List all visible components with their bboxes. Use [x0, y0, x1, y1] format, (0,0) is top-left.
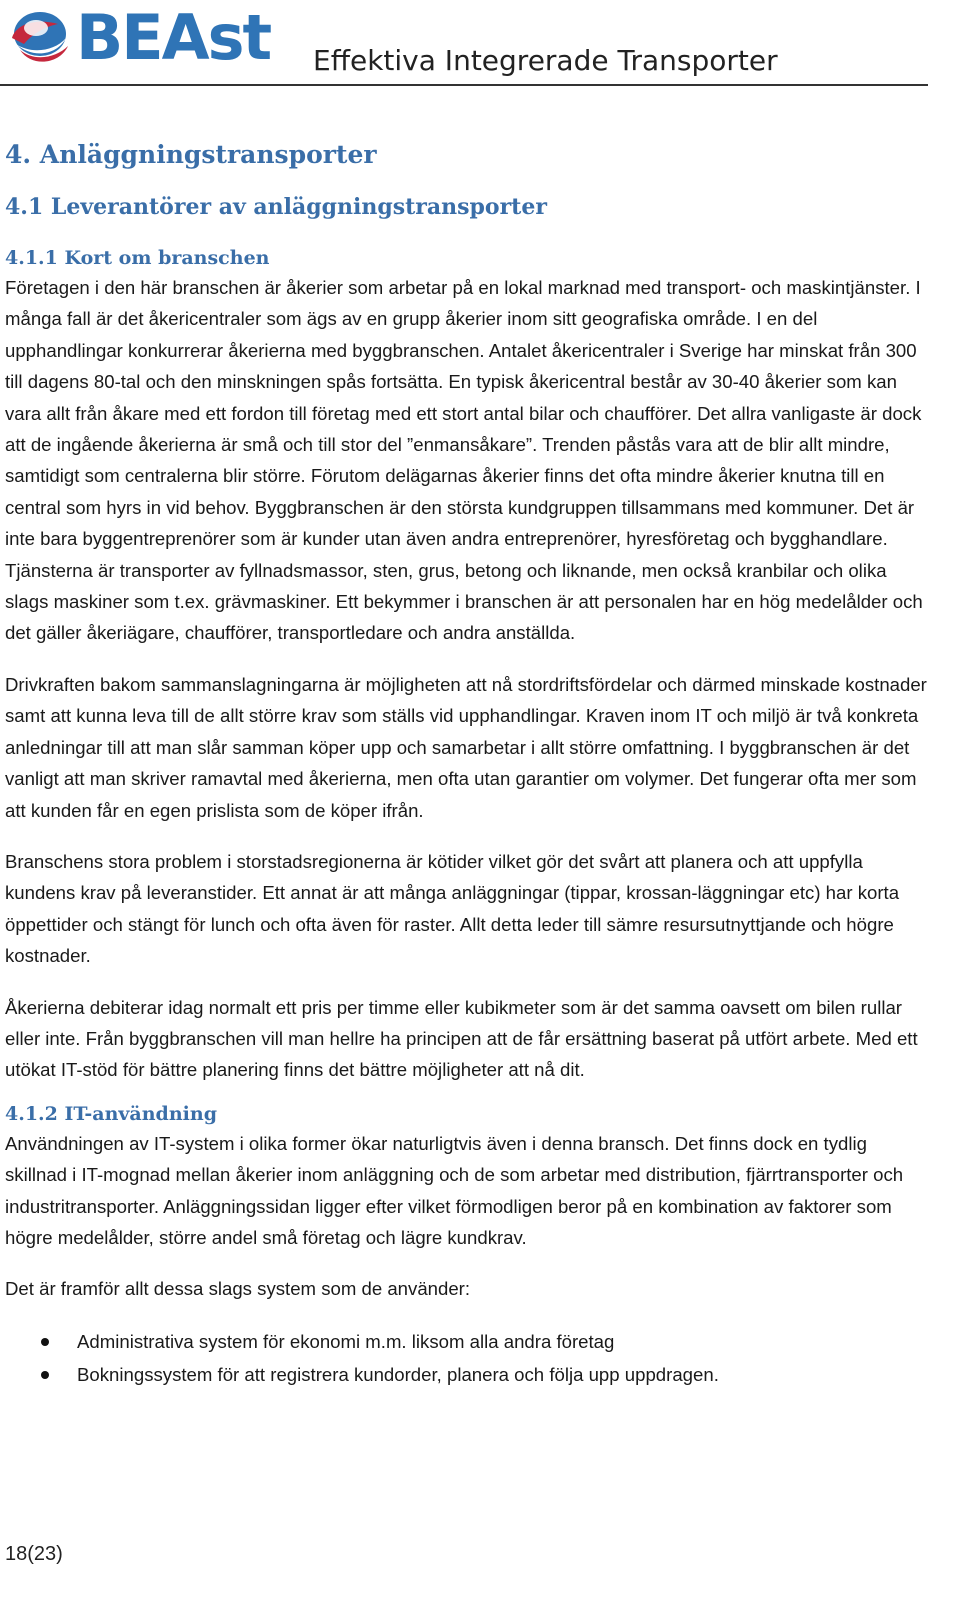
list-item-text: Administrativa system för ekonomi m.m. liksom alla andra företag [77, 1330, 615, 1352]
paragraph: Branschens stora problem i storstadsregionerna är kötider vilket gör det svårt att planera och att uppfylla kundens krav på leveranstider. Ett annat är att många anläggningar (tippar, krossan-läggningar etc) har korta öppettider och stängt för lunch och ofta även för raster. Allt detta leder till sämre resursutnyttjande och högre kostnader. [5, 850, 900, 967]
page-number: 18(23) [5, 1543, 63, 1565]
subsection-heading-branschen: 4.1.1 Kort om branschen [5, 247, 270, 269]
paragraph: Åkerierna debiterar idag normalt ett pris per timme eller kubikmeter som är det samma oavsett om bilen rullar eller inte. Från byggbranschen vill man hellre ha principen att de får ersättning baserat på utfört arbete. Med ett utökat IT-stöd för bättre planering finns det bättre möjligheter att nå dit. [5, 996, 918, 1081]
beast-logo [6, 1, 271, 74]
section-heading: 4.1 Leverantörer av anläggningstransporter [5, 194, 547, 220]
header-divider [0, 84, 928, 86]
main-content [5, 130, 930, 1391]
list-item-text: Bokningssystem för att registrera kundorder, planera och följa upp uppdragen. [77, 1363, 719, 1385]
bullet-list [5, 1325, 930, 1391]
page-header [0, 0, 960, 86]
subsection-heading-it: 4.1.2 IT-användning [5, 1102, 217, 1125]
paragraph: Det är framför allt dessa slags system som de använder: [5, 1278, 471, 1300]
beast-logo-swirl-icon [6, 4, 76, 72]
paragraph: Användningen av IT-system i olika former ökar naturligtvis även i denna bransch. Det finns dock en tydlig skillnad i IT-mognad mellan åkerier inom anläggning och de som arbetar med distribution, fjärrtransporter och industritransporter. Anläggningssidan ligger efter vilket förmodligen beror på en kombination av faktorer som högre medelålder, större andel små företag och lägre kundkrav. [5, 1132, 904, 1248]
paragraph: Drivkraften bakom sammanslagningarna är möjligheten att nå stordriftsfördelar och därmed minskade kostnader samt att kunna leva till de allt större krav som ställs vid upphandlingar. Kraven inom IT och miljö är två konkreta anledningar till att man slår samman köper upp och samarbetar i allt större omfattning. I byggbranschen är det vanligt att man skriver ramavtal med åkerierna, men ofta utan garantier om volymer. Det fungerar ofta mer som att kunden får en egen prislista som de köper ifrån. [5, 673, 927, 821]
bullet-icon [41, 1371, 49, 1379]
list-item [5, 1325, 930, 1358]
paragraph: Företagen i den här branschen är åkerier som arbetar på en lokal marknad med transport- och maskintjänster. I många fall är det åkericentraler som ägs av en grupp åkerier inom sitt geografiska område. I en del upphandlingar konkurrerar åkerierna med byggbranschen. Antalet åkericentraler i Sverige har minskat från 300 till dagens 80-tal och den minskningen spås fortsätta. En typisk åkericentral består av 30-40 åkerier som kan vara allt från åkare med ett fordon till företag med ett stort antal bilar och chaufförer. Det allra vanligaste är dock att de ingående åkerierna är små och till stor del ”enmansåkare”. Trenden påstås vara att de blir allt mindre, samtidigt som centralerna blir större. Förutom delägarnas åkerier finns det ofta mindre åkerier knutna till en central som hyrs in vid behov. Byggbranschen är den största kundgruppen tillsammans med kommuner. Det är inte bara byggentreprenörer som är kunder utan även andra entreprenörer, hyresföretag och bygghandlare. Tjänsterna är transporter av fyllnadsmassor, sten, grus, betong och liknande, men också kranbilar och olika slags maskiner som t.ex. grävmaskiner. Ett bekymmer i branschen är att personalen har en hög medelålder och det gäller åkeriägare, chaufförer, transportledare och andra anställda. [5, 277, 923, 644]
list-item [5, 1358, 930, 1391]
bullet-icon [41, 1338, 49, 1346]
logo-wordmark: BEAst [76, 1, 271, 74]
chapter-heading: 4. Anläggningstransporter [5, 140, 377, 169]
document-title: Effektiva Integrerade Transporter [313, 44, 778, 77]
